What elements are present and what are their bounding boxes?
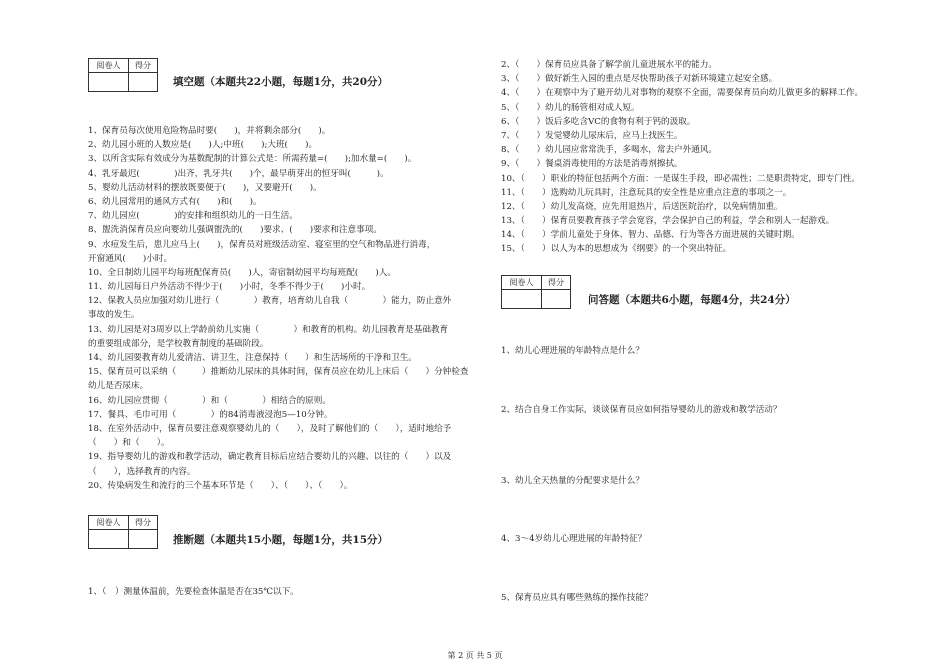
question-line: 6、幼儿园常用的通风方式有( )和( )。 bbox=[88, 196, 262, 207]
question-line: 5、婴幼儿活动材料的摆放既要便于( )，又要避开( )。 bbox=[88, 182, 322, 193]
question-line: 的重要组成部分，是学校教育制度的基础阶段。 bbox=[88, 338, 269, 349]
question-line: 5、（ ）幼儿的肠管相对成人短。 bbox=[501, 102, 640, 113]
question-line: 15、（ ）以人为本的思想成为《纲要》的一个突出特征。 bbox=[501, 244, 732, 255]
reviewer-label: 阅卷人 bbox=[89, 516, 129, 530]
question-line: 13、幼儿园是对3周岁以上学龄前幼儿实施（ ）和教育的机构。幼儿园教育是基础教育 bbox=[88, 324, 449, 335]
question-line: 6、（ ）饭后多吃含VC的食物有利于钙的汲取。 bbox=[501, 116, 696, 127]
question-line: 10、全日制幼儿园平均每班配保育员( )人，寄宿制幼园平均每班配( )人。 bbox=[88, 267, 396, 278]
judge-question-1: 1、（ ）测量体温前，先要检查体温是否在35℃以下。 bbox=[88, 587, 299, 597]
score-box-qa bbox=[501, 275, 571, 309]
question-line: 4、乳牙最迟( )出齐，乳牙共( )个，最早萌芽出的恒牙叫( )。 bbox=[88, 168, 389, 179]
question-line: 1、保育员每次使用危险物品时要( )，并将剩余部分( )。 bbox=[88, 126, 331, 136]
question-line: 8、（ ）幼儿园应常常洗手，多喝水，常去户外通风。 bbox=[501, 145, 718, 156]
question-line: 8、盥洗消保育员应向婴幼儿强调盥洗的( )要求、( )要求和注意事项。 bbox=[88, 225, 382, 236]
reviewer-label: 阅卷人 bbox=[89, 59, 129, 73]
question-line: 3、（ ）做好新生入园的重点是尽快帮助孩子对新环境建立起安全感。 bbox=[501, 74, 778, 85]
question-line: 18、在室外活动中，保育员要注意观察婴幼儿的（ ），及时了解他们的（ ），适时地给予 bbox=[88, 423, 452, 434]
question-line: 7、幼儿园应( )的安排和组织幼儿的一日生活。 bbox=[88, 211, 298, 222]
question-line: 幼儿是否尿床。 bbox=[88, 381, 149, 392]
question-line: 9、水痘发生后，患儿应马上( )，保育员对班级活动室、寝室里的空气和物品进行消毒， bbox=[88, 239, 436, 250]
score-label: 得分 bbox=[542, 276, 571, 290]
judge-questions bbox=[501, 58, 863, 257]
question-line: 20、传染病发生和流行的三个基本环节是（ ）、（ ）、（ ）。 bbox=[88, 480, 353, 491]
question-line: 10、（ ）职业的特征包括两个方面：一是谋生手段，即必需性；二是职责特定，即专门性。 bbox=[501, 173, 860, 184]
score-label: 得分 bbox=[129, 59, 158, 73]
section-title-fill: 填空题（本题共22小题，每题1分，共20分） bbox=[173, 76, 389, 88]
question-line: 14、（ ）学前儿童处于身体、智力、品德、行为等各方面进展的关键时期。 bbox=[501, 230, 800, 241]
question-line: 17、餐具、毛巾可用（ ）的84消毒液浸泡5—10分钟。 bbox=[88, 409, 333, 420]
qa-question: 5、保育员应具有哪些熟练的操作技能？ bbox=[501, 593, 653, 603]
qa-question: 1、幼儿心理进展的年龄特点是什么？ bbox=[501, 346, 644, 356]
question-line: 12、保教人员应加强对幼儿进行（ ）教育，培育幼儿自我（ ）能力，防止意外 bbox=[88, 296, 452, 307]
question-line: 11、幼儿园每日户外活动不得少于( )小时，冬季不得少于( )小时。 bbox=[88, 282, 371, 293]
fill-questions bbox=[88, 124, 468, 493]
qa-question: 4、3～4岁幼儿心理进展的年龄特征？ bbox=[501, 534, 647, 544]
qa-question: 3、幼儿全天热量的分配要求是什么？ bbox=[501, 476, 644, 486]
question-line: 15、保育员可以采纳（ ）推断幼儿尿床的具体时间，保育员应在幼儿上床后（ ）分钟检查 bbox=[88, 367, 469, 378]
question-line: 事故的发生。 bbox=[88, 310, 140, 321]
question-line: 12、（ ）幼儿发高烧，应先用退热片，后送医院治疗，以免病情加重。 bbox=[501, 201, 783, 212]
question-line: （ ）和（ ）。 bbox=[88, 438, 170, 449]
score-box-fill bbox=[88, 58, 158, 92]
question-line: 19、指导婴幼儿的游戏和教学活动，确定教育目标后应结合婴幼儿的兴趣、以往的（ ）以及 bbox=[88, 452, 452, 463]
question-line: （ ），选择教育的内容。 bbox=[88, 466, 196, 477]
page-footer: 第 2 页 共 5 页 bbox=[447, 651, 503, 660]
question-line: 14、幼儿园要教育幼儿爱清洁、讲卫生，注意保持（ ）和生活场所的干净和卫生。 bbox=[88, 353, 417, 363]
question-line: 3、以所含实际有效成分为基数配制的计算公式是：所需药量=( );加水量=( )。 bbox=[88, 154, 417, 165]
question-line: 11、（ ）选购幼儿玩具时，注意玩具的安全性是应重点注意的事项之一。 bbox=[501, 187, 792, 198]
score-box-judge bbox=[88, 515, 158, 549]
qa-question: 2、结合自身工作实际，谈谈保育员应如何指导婴幼儿的游戏和教学活动？ bbox=[501, 405, 782, 415]
question-line: 2、幼儿园小班的人数应是( )人;中班( );大班( )。 bbox=[88, 140, 318, 151]
section-title-judge: 推断题（本题共15小题，每题1分，共15分） bbox=[173, 534, 389, 546]
section-title-qa: 问答题（本题共6小题，每题4分，共24分） bbox=[588, 294, 796, 306]
question-line: 9、（ ）餐桌消毒使用的方法是消毒剂擦拭。 bbox=[501, 159, 683, 170]
reviewer-label: 阅卷人 bbox=[502, 276, 542, 290]
question-line: 16、幼儿园应贯彻（ ）和（ ）相结合的原则。 bbox=[88, 395, 331, 406]
question-line: 2、（ ）保育员应具备了解学前儿童进展水平的能力。 bbox=[501, 60, 718, 70]
question-line: 13、（ ）保育员要教育孩子学会宽容，学会保护自己的利益，学会和别人一起游戏。 bbox=[501, 216, 835, 227]
question-line: 4、（ ）在观察中为了避开幼儿对事物的观察不全面，需要保育员向幼儿做更多的解释工作。 bbox=[501, 88, 864, 99]
question-line: 7、（ ）发觉婴幼儿尿床后，应马上找医生。 bbox=[501, 130, 683, 141]
question-line: 开窗通风( )小时。 bbox=[88, 253, 173, 264]
score-label: 得分 bbox=[129, 516, 158, 530]
